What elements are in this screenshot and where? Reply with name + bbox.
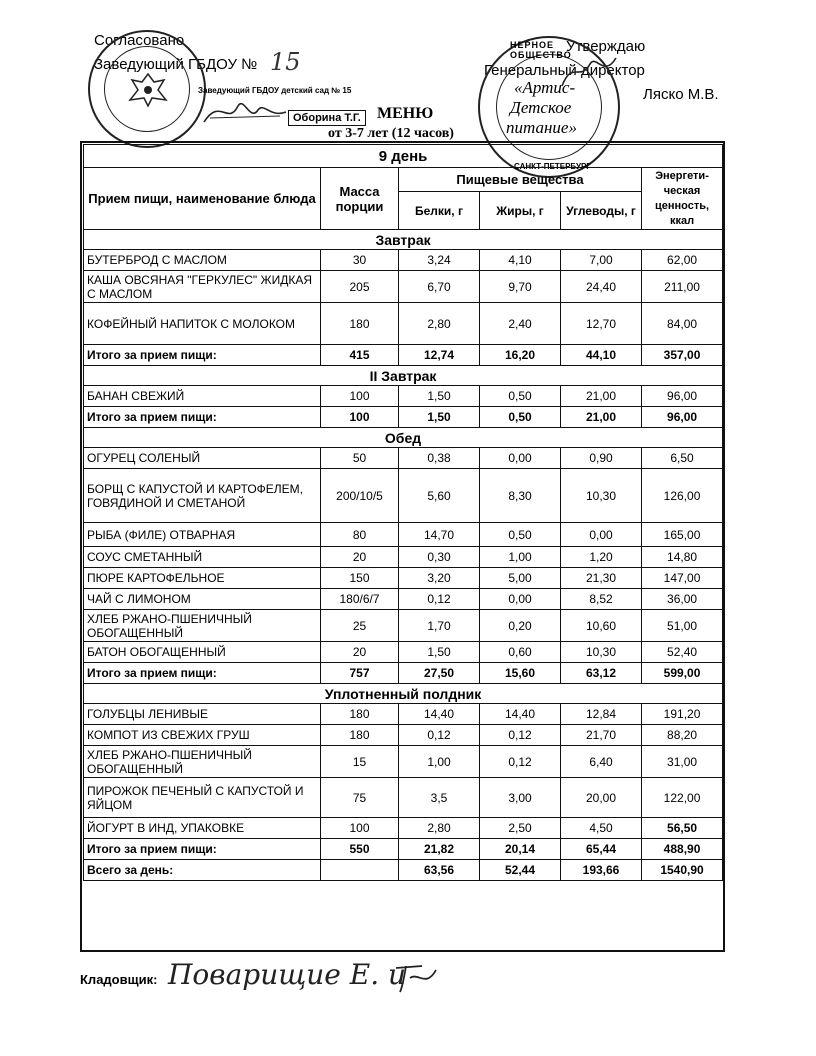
dish-fat: 0,20	[480, 610, 561, 642]
dish-carbs: 24,40	[561, 271, 642, 303]
total-protein: 1,50	[399, 407, 480, 428]
table-row	[84, 547, 723, 568]
dish-energy: 96,00	[642, 386, 723, 407]
total-mass: 415	[321, 345, 399, 366]
table-row	[84, 818, 723, 839]
total-mass: 100	[321, 407, 399, 428]
table-row	[84, 386, 723, 407]
total-label: Итого за прием пищи:	[84, 839, 321, 860]
approve-label: Утверждаю	[566, 38, 646, 55]
dish-energy: 36,00	[642, 589, 723, 610]
total-row	[84, 407, 723, 428]
dish-carbs: 12,84	[561, 704, 642, 725]
dish-mass: 100	[321, 386, 399, 407]
dish-fat: 0,12	[480, 746, 561, 778]
dish-name: РЫБА (ФИЛЕ) ОТВАРНАЯ	[84, 523, 321, 547]
menu-title: МЕНЮ	[377, 105, 434, 122]
dish-name: ОГУРЕЦ СОЛЕНЫЙ	[84, 448, 321, 469]
round-seal-left	[88, 30, 206, 148]
dish-mass: 75	[321, 778, 399, 818]
total-energy: 357,00	[642, 345, 723, 366]
dish-carbs: 10,60	[561, 610, 642, 642]
dish-fat: 0,50	[480, 386, 561, 407]
total-carbs: 63,12	[561, 663, 642, 684]
dish-protein: 6,70	[399, 271, 480, 303]
dish-energy: 62,00	[642, 250, 723, 271]
director-title: Генеральный директор	[484, 62, 645, 79]
table-row	[84, 568, 723, 589]
grand-total-label: Всего за день:	[84, 860, 321, 881]
dish-mass: 30	[321, 250, 399, 271]
stamp-ring-text: НЕРНОЕ ОБЩЕСТВО	[510, 40, 572, 60]
total-fat: 20,14	[480, 839, 561, 860]
table-row	[84, 589, 723, 610]
menu-table	[83, 144, 723, 881]
table-row	[84, 746, 723, 778]
head-signature-icon	[200, 92, 290, 128]
table-row	[84, 778, 723, 818]
total-row	[84, 345, 723, 366]
dish-fat: 14,40	[480, 704, 561, 725]
dish-protein: 0,12	[399, 725, 480, 746]
stamp-text-2: Детское	[510, 98, 572, 117]
dish-protein: 0,30	[399, 547, 480, 568]
dish-protein: 1,70	[399, 610, 480, 642]
dish-carbs: 12,70	[561, 303, 642, 345]
dish-name: КОФЕЙНЫЙ НАПИТОК С МОЛОКОМ	[84, 303, 321, 345]
table-row	[84, 642, 723, 663]
dish-fat: 2,40	[480, 303, 561, 345]
dish-carbs: 8,52	[561, 589, 642, 610]
dish-fat: 0,00	[480, 589, 561, 610]
dish-protein: 0,38	[399, 448, 480, 469]
dish-mass: 80	[321, 523, 399, 547]
dish-carbs: 10,30	[561, 642, 642, 663]
dish-energy: 14,80	[642, 547, 723, 568]
dish-fat: 0,60	[480, 642, 561, 663]
dish-mass: 15	[321, 746, 399, 778]
dish-name: БОРЩ С КАПУСТОЙ И КАРТОФЕЛЕМ, ГОВЯДИНОЙ И СМЕТАНОЙ	[84, 469, 321, 523]
total-carbs: 65,44	[561, 839, 642, 860]
dish-energy: 165,00	[642, 523, 723, 547]
dish-energy: 84,00	[642, 303, 723, 345]
dish-energy: 31,00	[642, 746, 723, 778]
dish-name: ХЛЕБ РЖАНО-ПШЕНИЧНЫЙ ОБОГАЩЕННЫЙ	[84, 610, 321, 642]
dish-mass: 50	[321, 448, 399, 469]
dish-energy: 191,20	[642, 704, 723, 725]
dish-fat: 4,10	[480, 250, 561, 271]
dish-mass: 180/6/7	[321, 589, 399, 610]
grand-total-mass	[321, 860, 399, 881]
col-protein-header: Белки, г	[399, 192, 480, 230]
dish-mass: 100	[321, 818, 399, 839]
col-name-header: Прием пищи, наименование блюда	[84, 168, 321, 230]
grand-total-row	[84, 860, 723, 881]
small-stamp-line: Заведующий ГБДОУ детский сад № 15	[198, 86, 352, 95]
col-energy-header: Энергети-ческая ценность, ккал	[642, 168, 723, 230]
storekeeper-label: Кладовщик:	[80, 972, 158, 987]
dish-fat: 0,50	[480, 523, 561, 547]
total-energy: 599,00	[642, 663, 723, 684]
dish-protein: 3,24	[399, 250, 480, 271]
dish-protein: 2,80	[399, 303, 480, 345]
total-label: Итого за прием пищи:	[84, 407, 321, 428]
section-title: Завтрак	[84, 230, 723, 250]
dish-energy: 6,50	[642, 448, 723, 469]
dish-mass: 180	[321, 303, 399, 345]
stamp-text-1: «Артис-	[514, 78, 576, 97]
dish-energy: 52,40	[642, 642, 723, 663]
dish-mass: 20	[321, 642, 399, 663]
head-of-label: Заведующий ГБДОУ №	[94, 56, 258, 73]
dish-mass: 200/10/5	[321, 469, 399, 523]
dish-name: КАША ОВСЯНАЯ "ГЕРКУЛЕС" ЖИДКАЯ С МАСЛОМ	[84, 271, 321, 303]
dish-energy: 126,00	[642, 469, 723, 523]
table-row	[84, 271, 723, 303]
table-row	[84, 725, 723, 746]
stamp-ring-bottom: САНКТ-ПЕТЕРБУРГ	[514, 162, 591, 171]
agreed-label: Согласовано	[94, 32, 185, 49]
dish-mass: 180	[321, 725, 399, 746]
table-row	[84, 250, 723, 271]
dish-mass: 20	[321, 547, 399, 568]
dish-protein: 5,60	[399, 469, 480, 523]
dish-protein: 14,40	[399, 704, 480, 725]
total-fat: 16,20	[480, 345, 561, 366]
dish-name: БАНАН СВЕЖИЙ	[84, 386, 321, 407]
total-carbs: 21,00	[561, 407, 642, 428]
dish-name: БУТЕРБРОД С МАСЛОМ	[84, 250, 321, 271]
table-row	[84, 303, 723, 345]
grand-total-protein: 63,56	[399, 860, 480, 881]
total-label: Итого за прием пищи:	[84, 663, 321, 684]
total-mass: 550	[321, 839, 399, 860]
total-label: Итого за прием пищи:	[84, 345, 321, 366]
dish-carbs: 21,00	[561, 386, 642, 407]
dish-carbs: 20,00	[561, 778, 642, 818]
dish-name: ХЛЕБ РЖАНО-ПШЕНИЧНЫЙ ОБОГАЩЕННЫЙ	[84, 746, 321, 778]
total-fat: 0,50	[480, 407, 561, 428]
table-row	[84, 610, 723, 642]
total-protein: 21,82	[399, 839, 480, 860]
section-title: Уплотненный полдник	[84, 684, 723, 704]
dish-mass: 180	[321, 704, 399, 725]
col-fat-header: Жиры, г	[480, 192, 561, 230]
total-carbs: 44,10	[561, 345, 642, 366]
table-row	[84, 523, 723, 547]
dish-fat: 9,70	[480, 271, 561, 303]
total-fat: 15,60	[480, 663, 561, 684]
total-row	[84, 663, 723, 684]
dish-mass: 150	[321, 568, 399, 589]
dish-fat: 2,50	[480, 818, 561, 839]
dish-energy: 51,00	[642, 610, 723, 642]
col-carbs-header: Углеводы, г	[561, 192, 642, 230]
dish-fat: 0,12	[480, 725, 561, 746]
dish-carbs: 10,30	[561, 469, 642, 523]
table-row	[84, 704, 723, 725]
menu-subtitle: от 3-7 лет (12 часов)	[328, 126, 454, 141]
total-mass: 757	[321, 663, 399, 684]
school-number-handwritten: 15	[270, 48, 301, 76]
small-stamp-name: Оборина Т.Г.	[288, 110, 366, 126]
emblem-icon	[128, 72, 168, 108]
stamp-text-3: питание»	[506, 118, 577, 137]
grand-total-carbs: 193,66	[561, 860, 642, 881]
dish-name: СОУС СМЕТАННЫЙ	[84, 547, 321, 568]
col-mass-header: Масса порции	[321, 168, 399, 230]
table-row	[84, 469, 723, 523]
total-energy: 96,00	[642, 407, 723, 428]
director-name: Ляско М.В.	[643, 86, 719, 103]
dish-energy: 122,00	[642, 778, 723, 818]
grand-total-fat: 52,44	[480, 860, 561, 881]
dish-carbs: 21,70	[561, 725, 642, 746]
storekeeper-signature: Поварищие Е. и	[168, 958, 407, 991]
dish-protein: 1,50	[399, 386, 480, 407]
director-signature-icon	[560, 52, 620, 92]
dish-carbs: 6,40	[561, 746, 642, 778]
total-protein: 27,50	[399, 663, 480, 684]
dish-carbs: 4,50	[561, 818, 642, 839]
dish-mass: 205	[321, 271, 399, 303]
dish-carbs: 0,90	[561, 448, 642, 469]
dish-carbs: 7,00	[561, 250, 642, 271]
dish-fat: 1,00	[480, 547, 561, 568]
dish-name: ЙОГУРТ В ИНД, УПАКОВКЕ	[84, 818, 321, 839]
dish-protein: 14,70	[399, 523, 480, 547]
total-protein: 12,74	[399, 345, 480, 366]
dish-carbs: 21,30	[561, 568, 642, 589]
dish-name: БАТОН ОБОГАЩЕННЫЙ	[84, 642, 321, 663]
dish-fat: 8,30	[480, 469, 561, 523]
dish-name: ЧАЙ С ЛИМОНОМ	[84, 589, 321, 610]
grand-total-energy: 1540,90	[642, 860, 723, 881]
dish-protein: 1,00	[399, 746, 480, 778]
storekeeper-signature-icon	[392, 958, 442, 998]
dish-protein: 3,20	[399, 568, 480, 589]
dish-carbs: 0,00	[561, 523, 642, 547]
total-energy: 488,90	[642, 839, 723, 860]
table-row	[84, 448, 723, 469]
total-row	[84, 839, 723, 860]
dish-name: ПЮРЕ КАРТОФЕЛЬНОЕ	[84, 568, 321, 589]
dish-fat: 5,00	[480, 568, 561, 589]
dish-protein: 1,50	[399, 642, 480, 663]
dish-energy: 147,00	[642, 568, 723, 589]
dish-energy: 88,20	[642, 725, 723, 746]
col-nutrients-header: Пищевые вещества	[399, 168, 642, 192]
dish-name: КОМПОТ ИЗ СВЕЖИХ ГРУШ	[84, 725, 321, 746]
dish-protein: 0,12	[399, 589, 480, 610]
dish-name: ГОЛУБЦЫ ЛЕНИВЫЕ	[84, 704, 321, 725]
dish-protein: 2,80	[399, 818, 480, 839]
dish-carbs: 1,20	[561, 547, 642, 568]
dish-energy: 211,00	[642, 271, 723, 303]
section-title: Обед	[84, 428, 723, 448]
dish-energy: 56,50	[642, 818, 723, 839]
section-title: II Завтрак	[84, 366, 723, 386]
day-title: 9 день	[84, 145, 723, 168]
dish-fat: 0,00	[480, 448, 561, 469]
dish-protein: 3,5	[399, 778, 480, 818]
dish-fat: 3,00	[480, 778, 561, 818]
dish-mass: 25	[321, 610, 399, 642]
dish-name: ПИРОЖОК ПЕЧЕНЫЙ С КАПУСТОЙ И ЯЙЦОМ	[84, 778, 321, 818]
